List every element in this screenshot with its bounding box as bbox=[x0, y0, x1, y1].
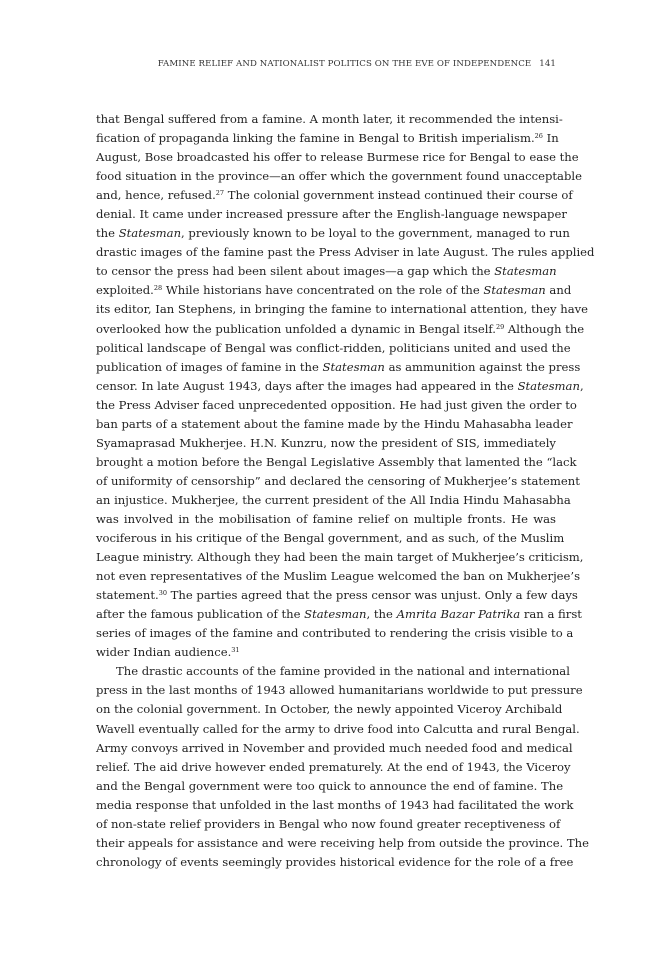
text-line bbox=[96, 300, 589, 319]
footnote-ref: 30 bbox=[158, 589, 167, 598]
text-run: not even representatives of the Muslim League welcomed the ban on Mukherjee’s bbox=[96, 569, 581, 584]
text-line bbox=[96, 567, 581, 586]
text-run: and bbox=[545, 283, 572, 298]
text-line bbox=[96, 853, 574, 872]
text-run: the Press Adviser faced unprecedented opposition. He had just given the order to bbox=[96, 397, 577, 412]
text-run: after the famous publication of the bbox=[96, 607, 305, 622]
text-line bbox=[96, 339, 571, 358]
text-line bbox=[96, 777, 564, 796]
text-run: to censor the press had been silent about images—a gap which the bbox=[96, 264, 495, 279]
text-run: their appeals for assistance and were receiving help from outside the province. The bbox=[96, 835, 589, 850]
footnote-ref: 29 bbox=[495, 322, 505, 331]
page-number: 141 bbox=[539, 59, 556, 69]
text-run: brought a motion before the Bengal Legislative Assembly that lamented the “lack bbox=[96, 454, 577, 469]
italic-text: Statesman bbox=[494, 264, 557, 279]
text-run: as ammunition against the press bbox=[384, 359, 581, 374]
text-run: The drastic accounts of the famine provided in the national and international bbox=[116, 664, 570, 679]
text-line bbox=[96, 643, 556, 662]
footnote-ref: 31 bbox=[231, 646, 240, 655]
text-line bbox=[96, 167, 582, 186]
text-run: overlooked how the publication unfolded a dynamic in Bengal itself. bbox=[96, 321, 496, 336]
text-line bbox=[96, 472, 580, 491]
text-run: Although the bbox=[504, 321, 585, 336]
footnote-ref: 26 bbox=[534, 132, 543, 141]
text-run: denial. It came under increased pressure after the English-language newspaper bbox=[96, 207, 567, 222]
text-run: While historians have concentrated on the role of the bbox=[162, 283, 484, 298]
text-line bbox=[96, 700, 563, 719]
text-run: was involved in the mobilisation of famine relief on multiple fronts. He was bbox=[96, 511, 556, 526]
text-line bbox=[96, 148, 579, 167]
text-run: vociferous in his critique of the Bengal government, and as such, of the Muslim bbox=[96, 531, 565, 546]
text-run: fication of propaganda linking the famine in Bengal to British imperialism. bbox=[96, 131, 535, 146]
text-run: chronology of events seemingly provides historical evidence for the role of a free bbox=[96, 854, 574, 869]
text-line bbox=[96, 396, 577, 415]
text-line bbox=[96, 262, 556, 281]
text-run: League ministry. Although they had been the main target of Mukherjee’s criticism, bbox=[96, 550, 584, 565]
text-line bbox=[96, 758, 571, 777]
text-line bbox=[96, 281, 572, 300]
text-line bbox=[96, 510, 556, 529]
text-run: its editor, Ian Stephens, in bringing the famine to international attention, they have bbox=[96, 302, 589, 317]
text-run: press in the last months of 1943 allowed humanitarians worldwide to put pressure bbox=[96, 683, 583, 698]
running-head-title: FAMINE RELIEF AND NATIONALIST POLITICS ON THE EVE OF INDEPENDENCE bbox=[157, 59, 532, 69]
text-run: of uniformity of censorship” and declared the censoring of Mukherjee’s statement bbox=[96, 473, 580, 488]
text-run: publication of images of famine in the bbox=[96, 359, 323, 374]
text-line bbox=[96, 320, 585, 339]
italic-text: Statesman bbox=[483, 283, 546, 298]
text-line bbox=[96, 662, 570, 681]
text-line bbox=[96, 205, 567, 224]
text-run: food situation in the province—an offer which the government found unacceptable bbox=[96, 169, 582, 184]
text-run: statement. bbox=[96, 588, 159, 603]
text-line bbox=[96, 586, 578, 605]
text-run: drastic images of the famine past the Press Adviser in late August. The rules applied bbox=[96, 245, 595, 260]
text-line bbox=[96, 358, 581, 377]
text-run: ban parts of a statement about the famine made by the Hindu Mahasabha leader bbox=[96, 416, 573, 431]
text-line bbox=[96, 624, 574, 643]
text-line bbox=[96, 129, 559, 148]
text-run: series of images of the famine and contributed to rendering the crisis visible to a bbox=[96, 626, 574, 641]
text-line bbox=[96, 377, 584, 396]
text-line bbox=[96, 815, 561, 834]
text-line bbox=[96, 224, 570, 243]
text-line bbox=[96, 110, 563, 129]
text-run: , bbox=[579, 378, 584, 393]
text-run: that Bengal suffered from a famine. A month later, it recommended the intensi- bbox=[96, 112, 563, 126]
text-line bbox=[96, 186, 573, 205]
text-run: on the colonial government. In October, the newly appointed Viceroy Archibald bbox=[96, 702, 563, 717]
text-line bbox=[96, 681, 583, 700]
text-run: ran a first bbox=[520, 607, 582, 622]
text-run: The colonial government instead continued their course of bbox=[224, 188, 573, 203]
text-run: the bbox=[96, 226, 119, 241]
text-line bbox=[96, 834, 589, 853]
text-run: media response that unfolded in the last months of 1943 had facilitated the work bbox=[96, 797, 574, 812]
body-text bbox=[96, 110, 595, 872]
text-line bbox=[96, 529, 565, 548]
text-run: and the Bengal government were too quick to announce the end of famine. The bbox=[96, 778, 564, 793]
text-run: political landscape of Bengal was conflict-ridden, politicians united and used the bbox=[96, 340, 571, 355]
text-run: Army convoys arrived in November and provided much needed food and medical bbox=[96, 740, 573, 755]
text-line bbox=[96, 243, 595, 262]
text-run: an injustice. Mukherjee, the current president of the All India Hindu Mahasabha bbox=[96, 492, 571, 507]
text-run: , previously known to be loyal to the government, managed to run bbox=[181, 226, 570, 241]
italic-text: Statesman bbox=[517, 378, 580, 393]
italic-text: Statesman bbox=[322, 359, 385, 374]
text-run: , the bbox=[366, 607, 397, 622]
text-run: In bbox=[542, 131, 559, 146]
text-line bbox=[96, 434, 556, 453]
italic-text: Amrita Bazar Patrika bbox=[396, 607, 521, 622]
text-line bbox=[96, 453, 577, 472]
text-line bbox=[96, 491, 571, 510]
text-run: The parties agreed that the press censor was unjust. Only a few days bbox=[167, 588, 578, 603]
text-run: and, hence, refused. bbox=[96, 188, 216, 203]
text-line bbox=[96, 720, 580, 739]
text-line bbox=[96, 739, 573, 758]
text-run: censor. In late August 1943, days after the images had appeared in the bbox=[96, 378, 518, 393]
text-run: relief. The aid drive however ended prematurely. At the end of 1943, the Viceroy bbox=[96, 759, 571, 774]
text-line bbox=[96, 605, 582, 624]
paragraph bbox=[96, 662, 589, 872]
text-run: exploited. bbox=[96, 283, 154, 298]
text-line bbox=[96, 548, 584, 567]
text-line bbox=[96, 415, 573, 434]
italic-text: Statesman bbox=[118, 226, 182, 241]
text-run: Syamaprasad Mukherjee. H.N. Kunzru, now the president of SIS, immediately bbox=[96, 435, 556, 450]
text-run: of non-state relief providers in Bengal who now found greater receptiveness of bbox=[96, 816, 561, 831]
footnote-ref: 27 bbox=[215, 189, 225, 198]
running-head bbox=[96, 59, 556, 69]
paragraph bbox=[96, 110, 595, 662]
text-run: August, Bose broadcasted his offer to release Burmese rice for Bengal to ease the bbox=[96, 150, 579, 165]
italic-text: Statesman bbox=[304, 607, 367, 622]
text-run: Wavell eventually called for the army to drive food into Calcutta and rural Bengal. bbox=[96, 721, 580, 736]
text-line bbox=[96, 796, 574, 815]
text-run: wider Indian audience. bbox=[96, 645, 232, 660]
footnote-ref: 28 bbox=[153, 284, 163, 293]
